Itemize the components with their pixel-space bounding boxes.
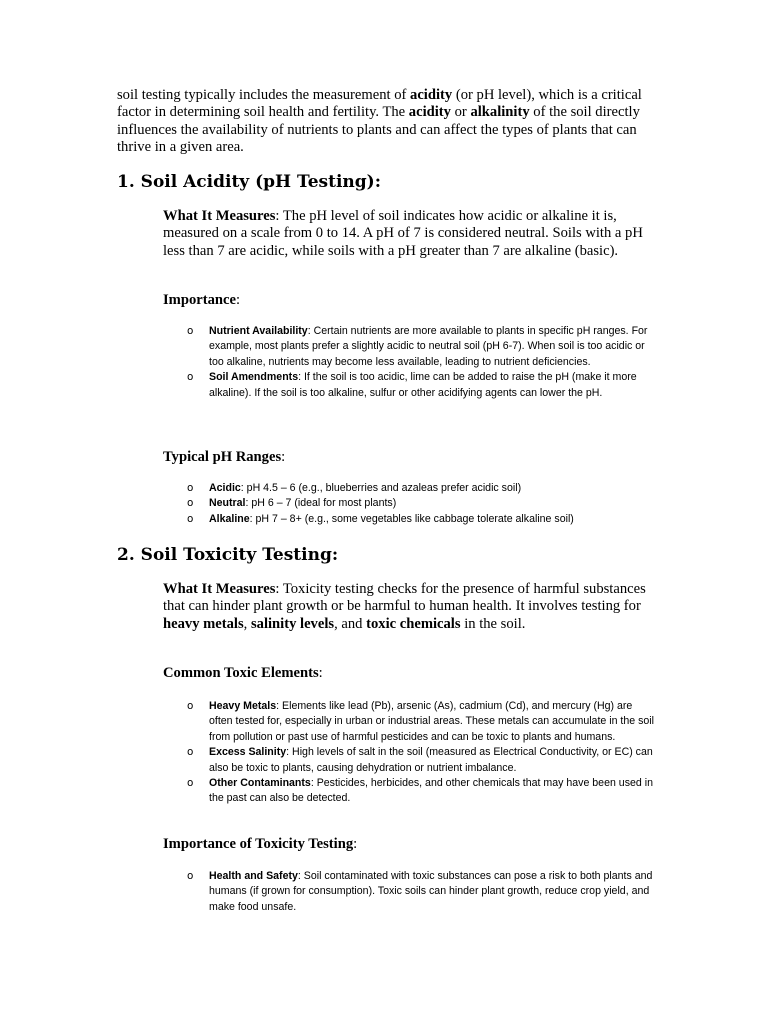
- bullet-icon: o: [187, 512, 194, 525]
- section1-importance-list: [187, 324, 657, 401]
- list-item-term: Alkaline: [209, 512, 250, 525]
- intro-text: of the soil directly influences the availability of nutrients to plants and can affect the types of plants that can thrive in a given area.: [117, 104, 640, 156]
- section2-importance-label: [163, 836, 357, 853]
- importance-label-text: Importance: [163, 292, 236, 308]
- what-label: What It Measures: [163, 208, 276, 224]
- what-text: : The pH level of soil indicates how acidic or alkaline it is, measured on a scale from 0 to 14. A pH of 7 is considered neutral. Soils with a pH less than 7 are acidic, while soils with a pH greater than 7 are alkaline (basic).: [163, 208, 643, 259]
- bullet-icon: o: [187, 746, 194, 759]
- section2-toxic-list: [187, 699, 657, 807]
- list-item: [187, 370, 657, 401]
- intro-text: soil testing typically includes the measurement of: [117, 87, 411, 103]
- ranges-label-text: Typical pH Ranges: [163, 449, 282, 465]
- list-item-text: : Soil contaminated with toxic substances can pose a risk to both plants and humans (if grown for consumption). Toxic soils can hinder plant growth, reduce crop yield, and make food unsafe.: [209, 870, 653, 913]
- section1-what-it-measures: [163, 208, 658, 260]
- list-item-term: Heavy Metals: [209, 700, 277, 712]
- list-item-text: : Certain nutrients are more available to plants in specific pH ranges. For example, most plants prefer a slightly acidic to neutral soil (pH 6-7). When soil is too acidic or too alkaline, nutrients may become less available, leading to nutrient deficiencies.: [209, 325, 648, 368]
- list-item: [187, 745, 657, 776]
- colon: :: [318, 665, 323, 681]
- bullet-icon: o: [187, 870, 194, 882]
- intro-text: or: [450, 104, 471, 121]
- intro-bold-alkalinity: alkalinity: [470, 104, 530, 121]
- intro-bold-acidity: acidity: [410, 87, 453, 103]
- list-item: [187, 869, 657, 915]
- section2-importance-list: [187, 869, 657, 915]
- what-label: What It Measures: [163, 581, 276, 597]
- intro-text: (or pH level), which is a critical factor in determining soil health and fertility. The: [117, 87, 642, 121]
- what-text: ,: [243, 615, 251, 632]
- list-item-text: : pH 6 – 7 (ideal for most plants): [245, 497, 397, 510]
- importance-label-text: Importance of Toxicity Testing: [163, 836, 354, 852]
- bold-heavy-metals: heavy metals: [163, 615, 244, 632]
- list-item-term: Excess Salinity: [209, 746, 287, 759]
- what-text: : Toxicity testing checks for the presence of harmful substances that can hinder plant growth or be harmful to human health. It involves testing for: [163, 581, 646, 615]
- list-item-term: Health and Safety: [209, 870, 298, 882]
- section1-ranges-list: [187, 481, 657, 527]
- colon: :: [353, 836, 358, 852]
- section2-what-it-measures: [163, 581, 658, 633]
- intro-bold-acidity: acidity: [408, 104, 451, 121]
- list-item-term: Soil Amendments: [209, 371, 299, 384]
- bullet-icon: o: [187, 497, 194, 510]
- list-item: [187, 776, 657, 807]
- section2-toxic-label: [163, 665, 323, 682]
- colon: :: [235, 292, 241, 308]
- list-item: [187, 512, 657, 527]
- bold-salinity-levels: salinity levels: [250, 615, 335, 632]
- section1-ranges-label: [163, 449, 285, 466]
- what-text: in the soil.: [460, 615, 526, 632]
- list-item-text: : pH 7 – 8+ (e.g., some vegetables like cabbage tolerate alkaline soil): [249, 512, 574, 525]
- bullet-icon: o: [187, 325, 194, 337]
- section2-heading: 2. Soil Toxicity Testing:: [117, 545, 339, 565]
- intro-paragraph: [117, 87, 657, 157]
- list-item-text: : If the soil is too acidic, lime can be added to raise the pH (make it more alkaline). If the soil is too alkaline, sulfur or other acidifying agents can lower the pH.: [209, 371, 637, 399]
- bullet-icon: o: [187, 371, 194, 384]
- bullet-icon: o: [187, 777, 194, 790]
- list-item: [187, 699, 657, 745]
- list-item-term: Neutral: [209, 497, 246, 510]
- bullet-icon: o: [187, 700, 194, 712]
- section1-importance-label: [163, 292, 240, 309]
- list-item-term: Nutrient Availability: [209, 325, 308, 337]
- section1-heading: 1. Soil Acidity (pH Testing):: [117, 172, 381, 192]
- colon: :: [281, 449, 286, 465]
- toxic-label-text: Common Toxic Elements: [163, 665, 319, 681]
- bullet-icon: o: [187, 482, 194, 494]
- list-item: [187, 481, 657, 496]
- list-item-text: : pH 4.5 – 6 (e.g., blueberries and azaleas prefer acidic soil): [240, 482, 522, 494]
- list-item-term: Acidic: [209, 482, 241, 494]
- what-text: , and: [334, 615, 367, 632]
- list-item-text: : Elements like lead (Pb), arsenic (As), cadmium (Cd), and mercury (Hg) are often tested for, especially in urban or industrial areas. These metals can accumulate in the soil from pollution or past use of harmful pesticides and can be toxic to plants and humans.: [209, 700, 654, 743]
- list-item-text: : High levels of salt in the soil (measured as Electrical Conductivity, or EC) can also be toxic to plants, causing dehydration or nutrient imbalance.: [209, 746, 653, 774]
- list-item: [187, 496, 657, 511]
- bold-toxic-chemicals: toxic chemicals: [366, 615, 461, 632]
- list-item-term: Other Contaminants: [209, 777, 311, 790]
- list-item: [187, 324, 657, 370]
- list-item-text: : Pesticides, herbicides, and other chemicals that may have been used in the past can also be detected.: [209, 777, 653, 805]
